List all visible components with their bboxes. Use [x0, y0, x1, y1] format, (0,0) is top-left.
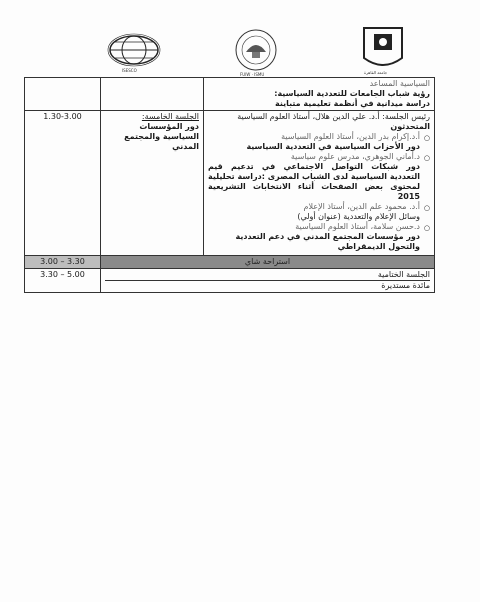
session-title: الجلسة الخامسة:: [141, 112, 199, 121]
talk-topic: وسائل الإعلام والتعددية (عنوان أولي): [297, 212, 420, 221]
schedule-table: [24, 77, 435, 293]
detail-cell: [101, 269, 435, 293]
isesco-logo: [104, 32, 168, 76]
list-item: [208, 202, 430, 222]
talk-topic: دور مؤسسات المجتمع المدني في دعم التعددية والتحول الديمقراطي: [235, 232, 420, 251]
detail-line: السياسية المساعد: [369, 79, 430, 88]
list-item: [208, 132, 430, 152]
circle-bullet-icon: ○: [423, 204, 430, 212]
cairo-caption: جامعة القاهرة: [364, 70, 388, 75]
speaker-name: أ.د.إكرام بدر الدين، أستاذ العلوم السياسية: [281, 132, 420, 141]
session-cell: [101, 111, 204, 256]
time-cell: 1.30-3.00: [25, 111, 101, 256]
list-item: [208, 222, 430, 252]
table-row: [25, 269, 435, 293]
isesco-caption: ISESCO: [122, 68, 137, 73]
federation-caption: FUIW · ISMU: [240, 72, 265, 77]
list-item: [208, 152, 430, 202]
table-row: [25, 111, 435, 256]
session-body: دور المؤسسات السياسية والمجتمع المدني: [124, 122, 199, 151]
table-row: [25, 256, 435, 269]
detail-line: رؤية شباب الجامعات للتعددية السياسية:: [274, 89, 430, 98]
speaker-name: أ.د. محمود علم الدين، أستاذ الإعلام: [303, 202, 420, 211]
time-cell: [25, 78, 101, 111]
detail-cell: [204, 78, 435, 111]
header-logos: [0, 14, 480, 76]
time-cell: 3.30 – 3.00: [25, 256, 101, 269]
chair-line: رئيس الجلسة: أ.د. علي الدين هلال، أستاذ العلوم السياسية: [237, 112, 430, 121]
circle-bullet-icon: ○: [423, 134, 430, 142]
university-federation-logo: [226, 26, 286, 78]
time-cell: 5.00 – 3.30: [25, 269, 101, 293]
table-row: [25, 78, 435, 111]
circle-bullet-icon: ○: [423, 154, 430, 162]
detail-cell: [204, 111, 435, 256]
detail-line: دراسة ميدانية في أنظمة تعليمية متباينة: [274, 99, 430, 108]
cairo-university-logo: [360, 24, 406, 76]
speakers-label: المتحدثون: [390, 122, 430, 131]
detail-line: مائدة مستديرة: [381, 281, 430, 290]
talk-topic: دور الأحزاب السياسية في التعددية السياسية: [246, 142, 420, 151]
detail-line: الجلسة الختامية: [105, 270, 430, 281]
session-cell: [101, 78, 204, 111]
speaker-name: د.حسن سلامة، أستاذ العلوم السياسية: [295, 222, 420, 231]
talk-topic: دور شبكات التواصل الاجتماعي في تدعيم قيم التعددية السياسية لدى الشباب المصرى :دراسة تحليلية لمحتوى بعض الصفحات أثناء الانتخابات التشريعية 2015: [208, 162, 420, 201]
speaker-name: د.أماني الجوهري، مدرس علوم سياسية: [290, 152, 420, 161]
circle-bullet-icon: ○: [423, 224, 430, 232]
break-label: استراحة شاي: [101, 256, 435, 269]
